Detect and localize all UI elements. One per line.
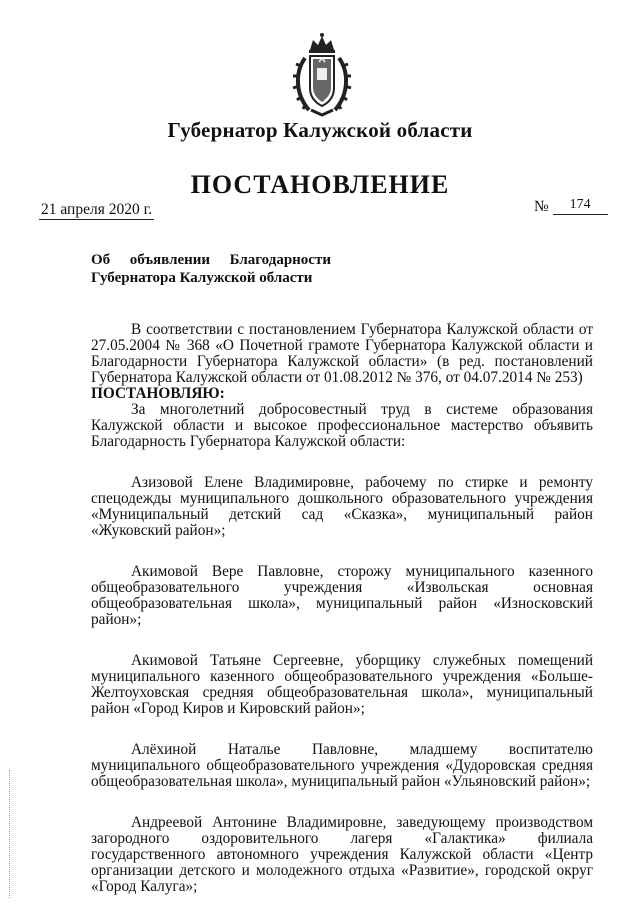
scan-margin-marks (9, 770, 12, 898)
number-sign: № (534, 198, 549, 215)
number-value: 174 (553, 196, 608, 215)
subject-word-1: Об (91, 252, 111, 268)
subject-word-3: Благодарности (229, 252, 331, 268)
list-item: Азизовой Елене Владимировне, рабочему по стирке и ремонту спецодежды муниципального дошкольного образовательного учреждения «Муниципальный детский сад «Сказка», муниципальный район «Жуковский район»; (91, 474, 593, 539)
document-date: 21 апреля 2020 г. (41, 201, 153, 218)
list-item: Алёхиной Наталье Павловне, младшему воспитателю муниципального общеобразовательного учреждения «Дудоровская средняя общеобразовательная школа», муниципальный район «Ульяновский район»; (91, 741, 593, 790)
document-subject (91, 251, 331, 287)
preamble-paragraph: В соответствии с постановлением Губернатора Калужской области от 27.05.2004 № 368 «О Почетной грамоте Губернатора Калужской области и Благодарности Губернатора Калужской области» (в ред. постановлений Губернатора Калужской области от 01.08.2012 № 376, от 04.07.2014 № 253) (91, 321, 593, 386)
subject-line-2: Губернатора Калужской области (91, 270, 313, 286)
kaluga-coat-of-arms-icon (291, 32, 353, 118)
list-item: Акимовой Татьяне Сергеевне, уборщику служебных помещений муниципального казенного общеобразовательного учреждения «Больше-Желтоуховская средняя общеобразовательная школа», муниципальный район «Город Киров и Кировский район»; (91, 652, 593, 717)
issuer-title: Губернатор Калужской области (167, 118, 473, 142)
document-body (91, 322, 593, 920)
resolve-heading: ПОСТАНОВЛЯЮ: (91, 385, 225, 402)
subject-word-2: объявлении (129, 252, 211, 268)
intro-paragraph: За многолетний добросовестный труд в системе образования Калужской области и высокое профессиональное мастерство объявить Благодарность Губернатора Калужской области: (91, 401, 593, 450)
document-type-title: ПОСТАНОВЛЕНИЕ (190, 170, 450, 199)
list-item: Акимовой Вере Павловне, сторожу муниципального казенного общеобразовательного учреждения «Извольская основная общеобразовательная школа», муниципальный район «Износковский район»; (91, 563, 593, 628)
document-number (534, 196, 608, 215)
list-item: Андреевой Антонине Владимировне, заведующему производством загородного оздоровительного лагеря «Галактика» филиала государственного автономного учреждения Калужской области «Центр организации детского и молодежного отдыха «Развитие», городской округ «Город Калуга»; (91, 814, 593, 895)
subject-line-1 (91, 251, 331, 269)
